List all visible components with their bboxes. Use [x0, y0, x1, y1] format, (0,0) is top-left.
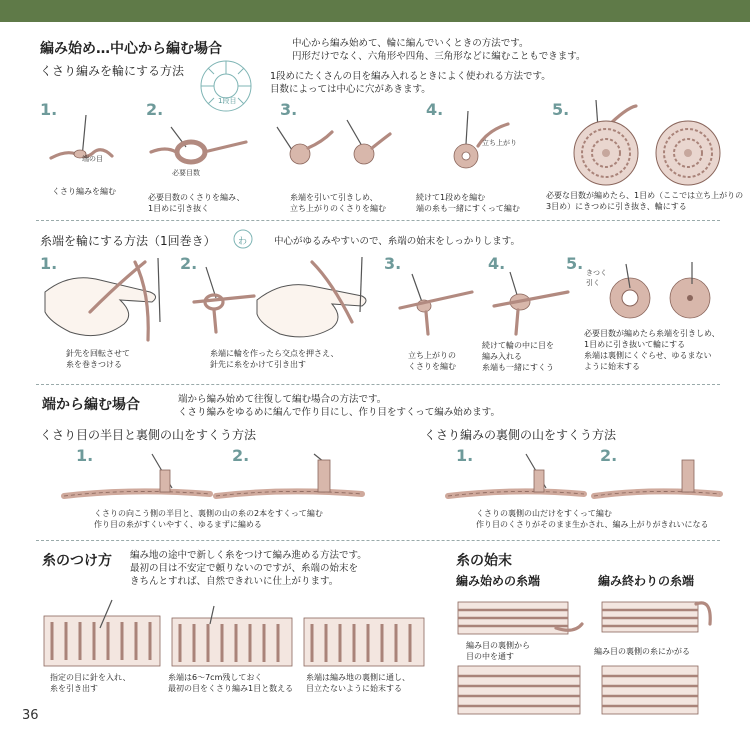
s1-step1-label: 端の目 — [82, 155, 103, 163]
s2-step2-hand-illustration — [252, 252, 382, 344]
s3-right-chain2-illustration — [592, 452, 722, 504]
s4-caption-2: 糸端は6〜7cm残しておく 最初の目をくさり編み1目と数える — [168, 673, 294, 693]
s3-right-step-1: 1. — [456, 446, 474, 465]
s1-step-1-number: 1. — [40, 100, 58, 119]
section-title-start-center: 編み始め…中心から編む場合 — [40, 41, 222, 57]
s2-step-2-number: 2. — [180, 254, 198, 273]
s3-left-step-1: 1. — [76, 446, 94, 465]
subheading-chain-ring: くさり編みを輪にする方法 — [40, 64, 185, 78]
note-line2: 目数によっては中心に穴があきます。 — [270, 84, 431, 95]
s2-step-4-number: 4. — [488, 254, 506, 273]
s2-step4-caption: 続けて輪の中に目を 編み入れる 糸端も一緒にすくう — [482, 341, 554, 372]
s1-step-4-number: 4. — [426, 100, 444, 119]
sec3-desc-line2: くさり編みをゆるめに編んで作り目にし、作り目をすくって編み始めます。 — [178, 407, 501, 418]
ring-symbol-label: わ — [238, 237, 248, 247]
s2-step-3-number: 3. — [384, 254, 402, 273]
s2-step4-illustration — [490, 262, 570, 336]
s2-step3-caption: 立ち上がりの くさりを編む — [408, 351, 456, 371]
section-title-from-edge: 端から編む場合 — [42, 397, 140, 413]
subheading-half-loop: くさり目の半目と裏側の山をすくう方法 — [40, 428, 257, 442]
subheading-back-bump: くさり編みの裏側の山をすくう方法 — [424, 428, 617, 442]
s1-step-2-number: 2. — [146, 100, 164, 119]
s2-step2-caption: 糸端に輪を作ったら交点を押さえ、 針先に糸をかけて引き出す — [210, 349, 339, 369]
s3-left-step-2: 2. — [232, 446, 250, 465]
s3-right-caption: くさりの裏側の山だけをすくって編む 作り目のくさりがそのまま生かされ、編み上がりがきれいになる — [476, 509, 709, 529]
section-desc-line1: 中心から編み始めて、輪に編んでいくときの方法です。 — [292, 38, 529, 49]
s2-step5-label: きつく 引く — [586, 269, 607, 287]
sec2-note: 中心がゆるみやすいので、糸端の始末をしっかりします。 — [274, 236, 521, 247]
s2-step1-hand-illustration — [40, 252, 180, 344]
s1-step5-illustration — [566, 98, 726, 188]
s1-step3-caption: 糸端を引いて引きしめ、 立ち上がりのくさりを編む — [290, 193, 386, 213]
diagram-label: 1段目 — [218, 97, 237, 105]
s5-start-caption: 編み目の裏側から 目の中を通す — [466, 641, 530, 661]
s5-start-fabric-illustration — [456, 664, 584, 716]
s1-step1-caption: くさり編みを編む — [52, 187, 116, 196]
s4-caption-3: 糸端は編み地の裏側に通し、 目立たないように始末する — [306, 673, 410, 693]
s5-end-caption: 編み目の裏側の糸にかがる — [594, 647, 690, 656]
s2-step-5-number: 5. — [566, 254, 584, 273]
header-band — [0, 0, 750, 22]
s3-right-step-2: 2. — [600, 446, 618, 465]
s1-step-5-number: 5. — [552, 100, 570, 119]
sec4-desc-line1: 編み地の途中で新しく糸をつけて編み進める方法です。 — [130, 550, 367, 561]
s4-join-step3-illustration — [302, 604, 426, 670]
s3-left-chain1-illustration — [62, 452, 212, 504]
s2-step5-caption: 必要目数が編めたら糸端を引きしめ、 1目めに引き抜いて輪にする 糸端は裏側にくぐらせ、ゆるまない ように始末する — [584, 329, 720, 371]
subheading-end-tail: 編み終わりの糸端 — [598, 574, 695, 588]
s1-step2-illustration — [146, 112, 256, 172]
s3-left-caption: くさりの向こう側の半目と、裏側の山の糸の2本をすくって編む 作り目の糸がすくいやすく、ゆるまずに編める — [94, 509, 323, 529]
s2-step5-illustration — [600, 260, 720, 332]
s1-step1-illustration — [46, 110, 126, 180]
ring-symbol-diagram — [196, 56, 258, 116]
s4-join-step2-illustration — [170, 604, 294, 670]
s1-step2-caption: 必要目数のくさりを編み、 1目めに引き抜く — [148, 193, 245, 213]
s5-start-tail-illustration — [456, 600, 586, 636]
s2-step1-caption: 針先を回転させて 糸を巻きつける — [66, 349, 130, 369]
s5-end-tail-illustration — [600, 594, 716, 634]
s3-left-chain2-illustration — [214, 452, 364, 504]
divider-1 — [36, 220, 720, 221]
sec4-desc-line2: 最初の目は不安定で頼りないのですが、糸端の始末を — [130, 563, 359, 574]
subheading-yarn-ring: 糸端を輪にする方法（1回巻き） — [40, 234, 216, 248]
page-number: 36 — [22, 708, 39, 723]
note-line1: 1段めにたくさんの目を編み入れるときによく使われる方法です。 — [270, 71, 551, 82]
section-title-finish-ends: 糸の始末 — [456, 553, 512, 569]
s1-step2-label: 必要目数 — [172, 169, 200, 177]
s1-step3-illustration — [272, 112, 392, 178]
section-desc-line2: 円形だけでなく、六角形や四角、三角形などに編むこともできます。 — [292, 51, 586, 62]
s1-step4-caption: 続けて1段めを編む 端の糸も一緒にすくって編む — [416, 193, 520, 213]
s2-step3-illustration — [396, 262, 476, 336]
s2-step-1-number: 1. — [40, 254, 58, 273]
divider-2 — [36, 384, 720, 385]
s1-step4-label: 立ち上がり — [482, 139, 517, 147]
s4-caption-1: 指定の目に針を入れ、 糸を引き出す — [50, 673, 131, 693]
section-title-join-yarn: 糸のつけ方 — [42, 553, 112, 569]
s1-step5-caption: 必要な目数が編めたら、1目め（ここでは立ち上がりの 3目め）にきつめに引き抜き、輪にする — [546, 191, 744, 211]
subheading-start-tail: 編み始めの糸端 — [456, 574, 541, 588]
s1-step-3-number: 3. — [280, 100, 298, 119]
s4-join-step1-illustration — [42, 598, 162, 670]
s3-right-chain1-illustration — [446, 452, 586, 504]
sec4-desc-line3: きちんとすれば、自然できれいに仕上がります。 — [130, 576, 339, 587]
divider-3 — [36, 540, 720, 541]
s5-end-fabric-illustration — [600, 664, 700, 716]
sec3-desc-line1: 端から編み始めて往復して編む場合の方法です。 — [178, 394, 387, 405]
